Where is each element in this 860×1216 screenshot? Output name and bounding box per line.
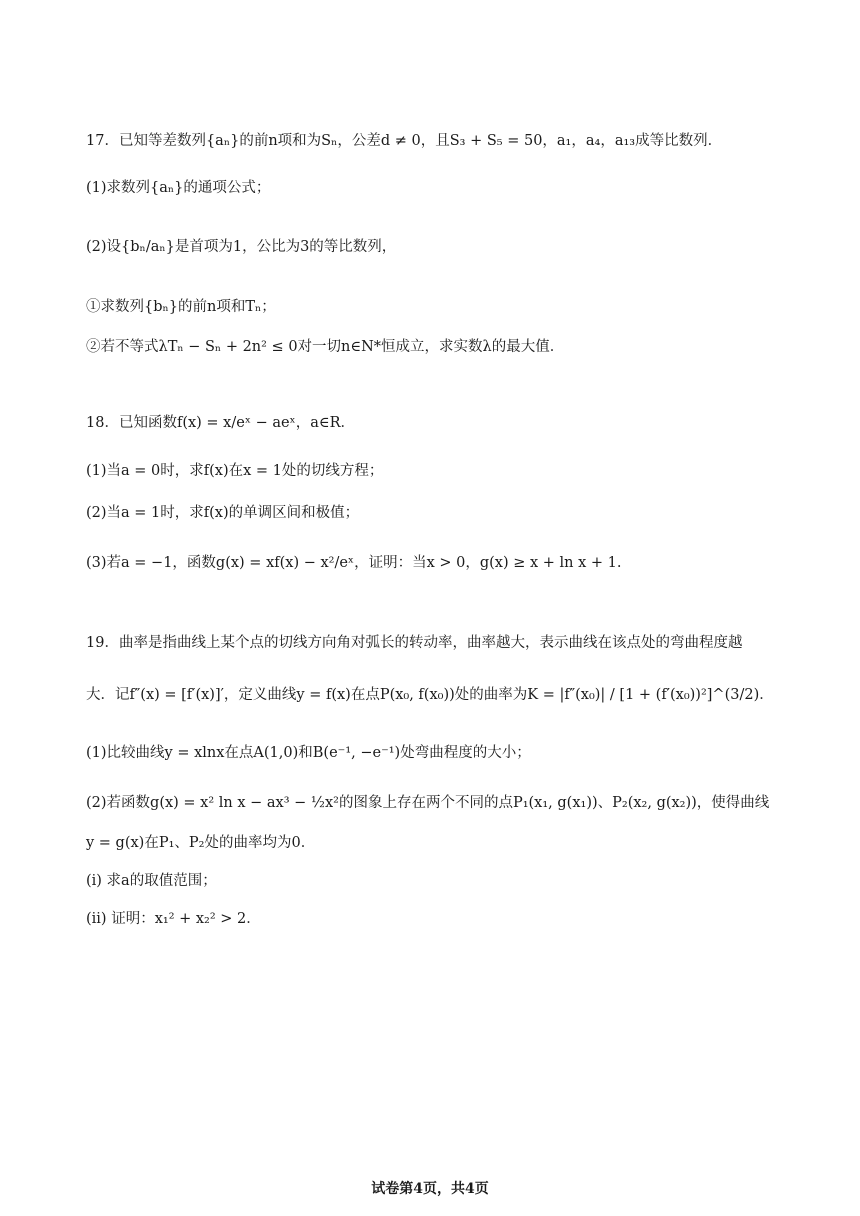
problem-17-header: 17．已知等差数列{aₙ}的前n项和为Sₙ，公差d ≠ 0，且S₃ + S₅ = 50，a₁，a₄，a₁₃成等比数列． [86, 133, 723, 149]
problem-19-part-1: (1)比较曲线y = xlnx在点A(1,0)和B(e⁻¹, −e⁻¹)处弯曲程度的大小； [86, 745, 531, 761]
problem-18-part-1: (1)当a = 0时，求f(x)在x = 1处的切线方程； [86, 463, 384, 479]
problem-19-part-2: (2)若函数g(x) = x² ln x − ax³ − ½x²的图象上存在两个不同的点P₁(x₁, g(x₁))、P₂(x₂, g(x₂))，使得曲线 [86, 795, 770, 811]
problem-17-part-2: (2)设{bₙ/aₙ}是首项为1，公比为3的等比数列， [86, 239, 397, 255]
problem-19-part-2-cont: y = g(x)在P₁、P₂处的曲率均为0． [86, 835, 316, 851]
problem-17-part-2-sub-2: ②若不等式λTₙ − Sₙ + 2n² ≤ 0对一切n∈N*恒成立，求实数λ的最大值． [86, 339, 565, 355]
page-footer: 试卷第4页，共4页 [371, 1181, 489, 1197]
problem-19-header-line-1: 19．曲率是指曲线上某个点的切线方向角对弧长的转动率，曲率越大，表示曲线在该点处的弯曲程度越 [86, 635, 743, 651]
problem-18-header: 18．已知函数f(x) = x/eˣ − aeˣ，a∈R． [86, 415, 355, 431]
problem-17-part-2-sub-1: ①求数列{bₙ}的前n项和Tₙ； [86, 299, 276, 315]
problem-19-part-2-sub-ii: (ii) 证明：x₁² + x₂² > 2． [86, 911, 261, 927]
problem-18-part-3: (3)若a = −1，函数g(x) = xf(x) − x²/eˣ，证明：当x > 0，g(x) ≥ x + ln x + 1. [86, 555, 622, 571]
problem-19-header-line-2: 大．记f″(x) = [f′(x)]′，定义曲线y = f(x)在点P(x₀, f(x₀))处的曲率为K = |f″(x₀)| / [1 + (f′(x₀))²]^(3/2)． [86, 687, 774, 703]
problem-18-part-2: (2)当a = 1时，求f(x)的单调区间和极值； [86, 505, 360, 521]
problem-17-part-1: (1)求数列{aₙ}的通项公式； [86, 180, 271, 196]
problem-19-part-2-sub-i: (i) 求a的取值范围； [86, 873, 217, 889]
